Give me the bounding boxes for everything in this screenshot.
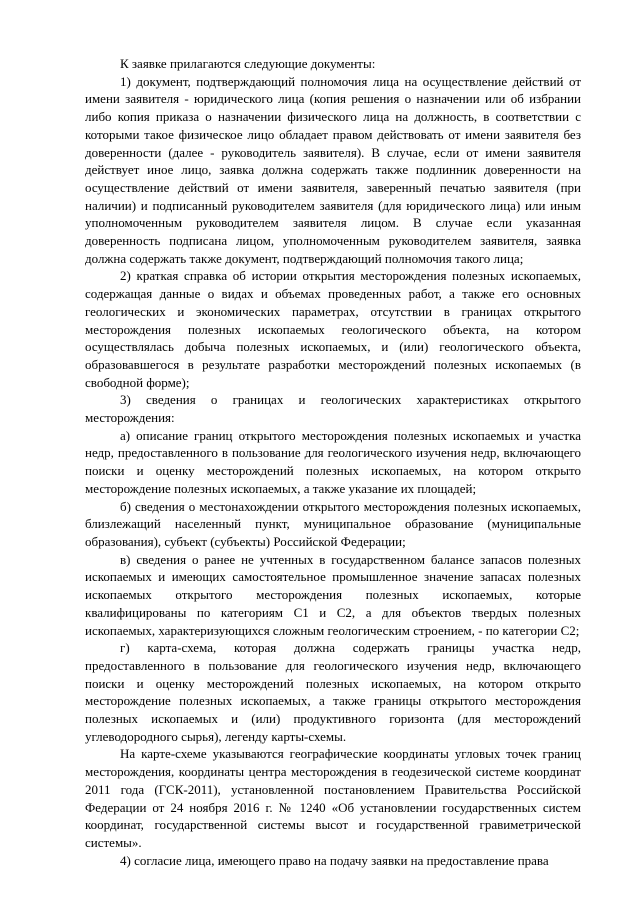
item-3g-paragraph: г) карта-схема, которая должна содержать границы участка недр, предоставленного в пользование для геологического изучения недр, включающего поиски и оценку месторождений полезных ископаемых, на котором открыто месторождение полезных ископаемых, а также границы открытого месторождения полезных ископаемых и (или) продуктивного горизонта (для месторождений углеводородного сырья), легенду карты-схемы.	[85, 640, 581, 744]
item-3a-paragraph: а) описание границ открытого месторождения полезных ископаемых и участка недр, предоставленного в пользование для геологического изучения недр, включающего поиски и оценку месторождений полезных ископаемых, на котором открыто месторождение полезных ископаемых, а также указание их площадей;	[85, 427, 581, 496]
item-3-paragraph: 3) сведения о границах и геологических характеристиках открытого месторождения:	[85, 392, 581, 426]
intro-paragraph: К заявке прилагаются следующие документы:	[120, 56, 376, 71]
item-1-paragraph: 1) документ, подтверждающий полномочия лица на осуществление действий от имени заявителя - юридического лица (копия решения о назначении или об избрании либо копия приказа о назначении физического лица на должность, в соответствии с которыми такое физическое лицо обладает правом действовать от имени заявителя без доверенности (далее - руководитель заявителя). В случае, если от имени заявителя действует иное лицо, заявка должна содержать также подлинник доверенности на осуществление действий от имени заявителя, заверенный печатью заявителя (при наличии) и подписанный руководителем заявителя (для юридического лица) или иным уполномоченным руководителем заявителя лицом. В случае если указанная доверенность подписана лицом, уполномоченным руководителем заявителя, заявка должна содержать также документ, подтверждающий полномочия такого лица;	[85, 73, 581, 266]
item-3v-paragraph: в) сведения о ранее не учтенных в государственном балансе запасов полезных ископаемых и имеющих самостоятельное промышленное значение запасах полезных ископаемых открытого месторождения полезных ископаемых, которые квалифицированы по категориям С1 и С2, а для объектов твердых полезных ископаемых, характеризующихся сложным геологическим строением, - по категории С2;	[85, 551, 581, 638]
item-3b-paragraph: б) сведения о местонахождении открытого месторождения полезных ископаемых, близлежащий населенный пункт, муниципальное образование (муниципальные образования), субъект (субъекты) Российской Федерации;	[85, 498, 581, 549]
item-4-paragraph: 4) согласие лица, имеющего право на подачу заявки на предоставление права	[120, 852, 549, 868]
map-coordinates-paragraph: На карте-схеме указываются географические координаты угловых точек границ месторождения, координаты центра месторождения в геодезической системе координат 2011 года (ГСК-2011), установленной постановлением Правительства Российской Федерации от 24 ноября 2016 г. № 1240 «Об установлении государственных систем координат, государственной системы высот и государственной гравиметрической системы».	[85, 746, 581, 850]
item-2-paragraph: 2) краткая справка об истории открытия месторождения полезных ископаемых, содержащая данные о видах и объемах проведенных работ, а также его основных геологических и экономических параметрах, отсутствии в границах открытого месторождения полезных ископаемых геологического объекта, на котором осуществлялась добыча полезных ископаемых, и (или) геологического объекта, образовавшегося в результате разработки месторождений полезных ископаемых (в свободной форме);	[85, 268, 581, 390]
